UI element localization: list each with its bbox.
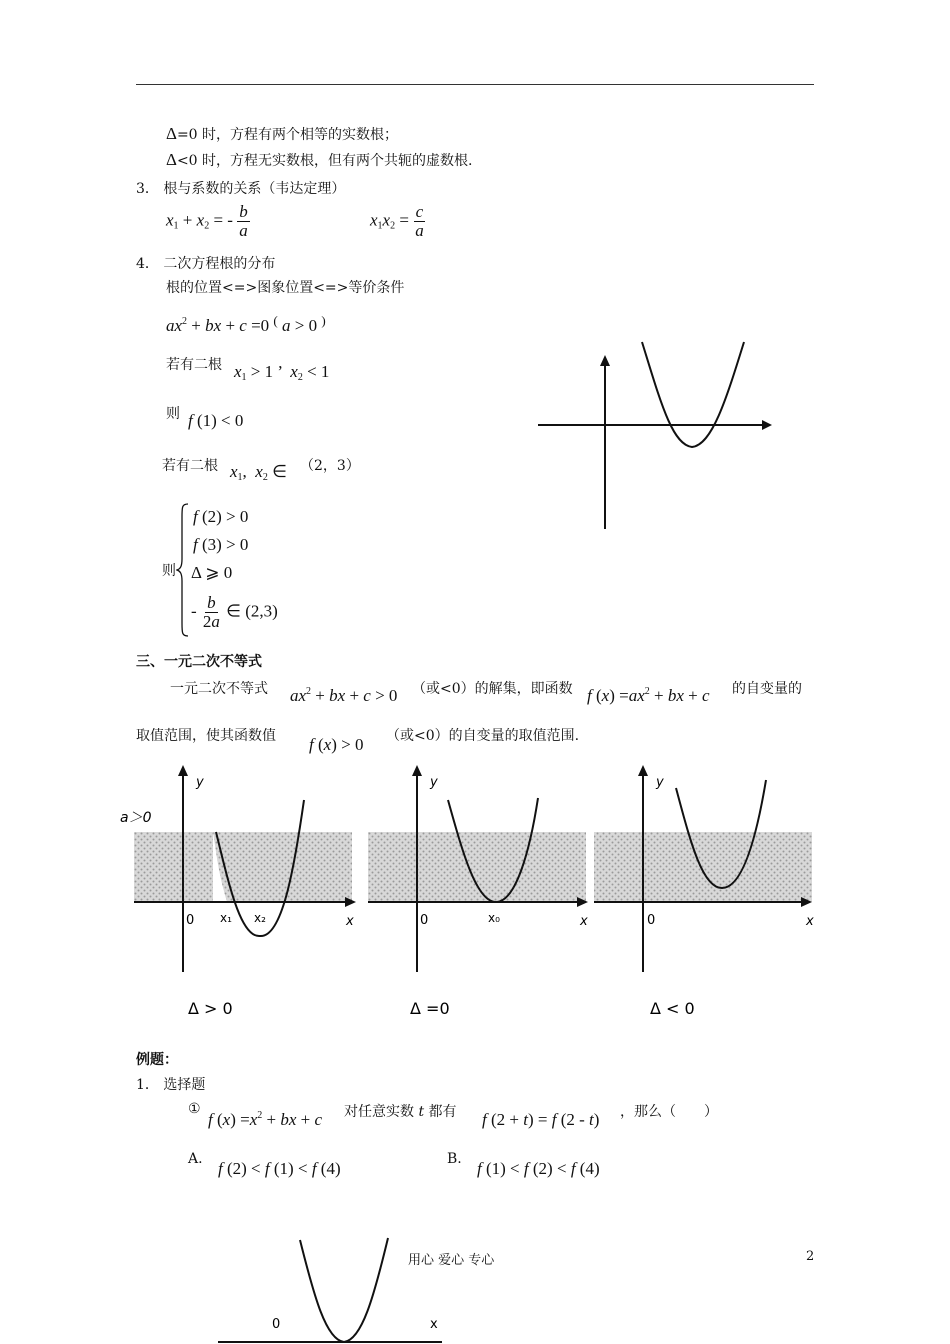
parabola-root-graph <box>536 340 776 532</box>
y-label: y <box>196 775 204 790</box>
cond-delta: Δ ⩾ 0 <box>191 563 233 582</box>
origin-label: 0 <box>272 1317 281 1332</box>
two-roots-label-1: 若有二根 <box>166 357 222 373</box>
x0-label: x₀ <box>488 911 500 925</box>
roots-in-interval: $x_1$, $x_2$ ∈ <box>230 462 287 483</box>
origin-label: 0 <box>647 913 656 928</box>
then-label-2: 则 <box>162 563 176 579</box>
fx-positive: f (x) > 0 <box>309 735 364 754</box>
ineq-p2b: （或<0）的自变量的取值范围. <box>386 728 580 744</box>
option-b-label: B. <box>447 1151 462 1167</box>
root-position-line: 根的位置<=>图象位置<=>等价条件 <box>166 280 405 296</box>
delta-symbol: Δ <box>166 124 177 143</box>
option-a-expr: f (2) < f (1) < f (4) <box>218 1159 341 1178</box>
cond-f2: f (2) > 0 <box>193 507 249 526</box>
page-number: 2 <box>806 1249 815 1264</box>
delta-zero-text: =0 时，方程有两个相等的实数根； <box>176 127 399 143</box>
example1-end: ，那么（ ） <box>620 1104 718 1120</box>
origin-label: 0 <box>420 913 429 928</box>
root-conditions-1: $x_1 > 1$ ’ $x_2 < 1$ <box>234 362 330 383</box>
x-axis-arrow-icon <box>762 420 772 430</box>
ineq-p1b: （或<0）的解集，即函数 <box>412 681 573 697</box>
option-a-label: A. <box>188 1151 203 1167</box>
item4-heading: 4． 二次方程根的分布 <box>136 256 276 272</box>
func-expr: f $(x) =ax^2$ + bx + c <box>587 686 710 705</box>
y-axis-arrow-icon <box>600 355 610 366</box>
examples-heading: 例题： <box>136 1052 178 1068</box>
option-b-expr: f (1) < f (2) < f (4) <box>477 1159 600 1178</box>
header-rule <box>136 84 814 85</box>
y-axis-arrow-icon <box>178 765 188 776</box>
item3-heading: 3． 根与系数的关系（韦达定理） <box>136 181 346 197</box>
quadratic-equation: $ax^2$ + bx + c =0 ( a > 0 ) <box>166 313 326 335</box>
y-axis-arrow-icon <box>412 765 422 776</box>
parabola-curve <box>642 342 744 447</box>
y-label: y <box>656 775 664 790</box>
then-label-1: 则 <box>166 406 180 422</box>
x-label: x <box>430 1317 438 1332</box>
ineq-p2a: 取值范围，使其函数值 <box>136 728 276 744</box>
x-label: x <box>580 914 588 929</box>
shaded-region <box>594 832 812 902</box>
two-roots-label-2: 若有二根 <box>162 458 218 474</box>
ineq-p1c: 的自变量的 <box>732 681 802 697</box>
graph-delta-positive <box>134 765 356 972</box>
origin-label: 0 <box>186 913 195 928</box>
f1-negative: f (1) < 0 <box>188 411 244 430</box>
delta-neg-line <box>166 150 472 170</box>
delta-symbol: Δ <box>166 150 177 169</box>
shaded-region <box>368 832 586 902</box>
left-brace-icon <box>176 503 190 637</box>
parabola-curve <box>300 1238 388 1342</box>
x1-label: x₁ <box>220 911 232 925</box>
x-label: x <box>806 914 814 929</box>
x2-label: x₂ <box>254 911 266 925</box>
delta-neg-text: <0 时，方程无实数根，但有两个共轭的虚数根. <box>176 153 473 169</box>
ineq-p1a: 一元二次不等式 <box>170 681 268 697</box>
example1-function: f $(x) =x^2$ + bx + c <box>208 1110 323 1129</box>
delta-zero-caption: Δ =0 <box>410 999 450 1018</box>
vieta-sum: $x_1 + x_2$ = - $\frac{b}{a}$ <box>166 202 248 240</box>
y-axis-arrow-icon <box>638 765 648 776</box>
interval-23: （2，3） <box>300 458 360 474</box>
example1-symmetry: f (2 + t) = f (2 - t) <box>482 1110 600 1129</box>
footer-slogan: 用心 爱心 专心 <box>408 1253 495 1268</box>
example1-condition: 对任意实数 t 都有 <box>344 1104 457 1120</box>
a-positive-label: a＞0 <box>120 810 152 826</box>
x-label: x <box>346 914 354 929</box>
ineq-expr: $ax^2$ + bx + c > 0 <box>290 686 398 705</box>
delta-zero-line <box>166 124 398 144</box>
cond-f3: f (3) > 0 <box>193 535 249 554</box>
section3-heading: 三、一元二次不等式 <box>136 654 262 670</box>
vieta-product: $x_1x_2$ = $\frac{c}{a}$ <box>370 202 424 240</box>
three-discriminant-graphs <box>110 760 820 1035</box>
y-label: y <box>430 775 438 790</box>
example1-heading: 1． 选择题 <box>136 1077 206 1093</box>
graph-delta-zero <box>368 765 588 972</box>
cond-vertex: - $\frac{b}{2a}$ ∈ (2,3) <box>191 593 278 631</box>
example1-number: ① <box>188 1101 201 1117</box>
delta-positive-caption: Δ > 0 <box>188 999 233 1018</box>
graph-delta-negative <box>594 765 814 972</box>
delta-negative-caption: Δ < 0 <box>650 999 695 1018</box>
